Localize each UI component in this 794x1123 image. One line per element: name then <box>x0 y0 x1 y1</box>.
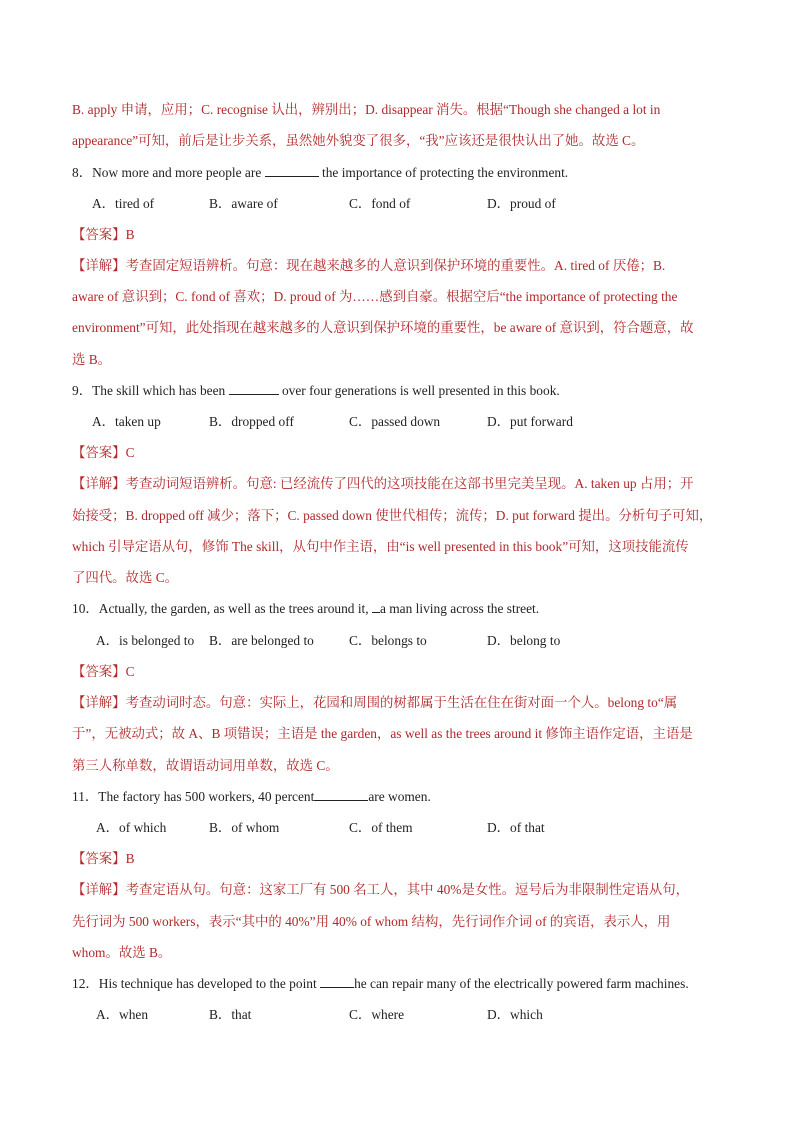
question-number: 12． <box>72 976 99 991</box>
answer-tag: 【答案】 <box>72 227 126 242</box>
prev-explain-line-1: B. apply 申请，应用；C. recognise 认出，辨别出；D. disappear 消失。根据“Though she changed a lot in <box>72 102 661 117</box>
answer-blank <box>372 600 380 613</box>
question-8-stem <box>72 164 568 182</box>
option-b: B．aware of <box>209 196 278 211</box>
answer-tag: 【答案】 <box>72 851 126 866</box>
option-c: C．belongs to <box>349 633 427 648</box>
answer-tag: 【答案】 <box>72 445 126 460</box>
answer-value: B <box>125 227 135 242</box>
answer-line <box>72 444 135 462</box>
detail-line <box>72 881 689 899</box>
detail-text: 考查定语从句。句意：这家工厂有 500 名工人，其中 40%是女性。逗号后为非限制性定语从句， <box>125 882 690 897</box>
stem-text: he can repair many of the electrically powered farm machines. <box>354 976 689 991</box>
option-a: A．taken up <box>92 414 161 429</box>
option-b: B．are belonged to <box>209 633 314 648</box>
detail-tag: 【详解】 <box>72 476 126 491</box>
question-11-stem <box>72 788 431 806</box>
option-c: C．of them <box>349 820 413 835</box>
option-d: D．belong to <box>487 633 561 648</box>
detail-line <box>72 475 694 493</box>
answer-tag: 【答案】 <box>72 664 126 679</box>
detail-line: 了四代。故选 C。 <box>72 570 179 585</box>
question-10-stem <box>72 600 539 618</box>
option-a: A．of which <box>96 820 167 835</box>
detail-tag: 【详解】 <box>72 695 126 710</box>
question-number: 8． <box>72 165 93 180</box>
question-number: 11． <box>72 789 99 804</box>
detail-line: aware of 意识到；C. fond of 喜欢；D. proud of 为……感到自豪。根据空后“the importance of protecting the <box>72 289 678 304</box>
option-b: B．dropped off <box>209 414 294 429</box>
answer-line <box>72 226 135 244</box>
stem-text: The factory has 500 workers, 40 percent <box>98 789 315 804</box>
question-number: 10． <box>72 601 99 616</box>
detail-tag: 【详解】 <box>72 258 126 273</box>
detail-text: 考查动词短语辨析。句意: 已经流传了四代的这项技能在这部书里完美呈现。A. taken up 占用；开 <box>125 476 694 491</box>
option-c: C．where <box>349 1007 405 1022</box>
detail-tag: 【详解】 <box>72 882 126 897</box>
detail-line: 选 B。 <box>72 352 112 367</box>
option-a: A．is belonged to <box>96 633 195 648</box>
detail-line: environment”可知，此处指现在越来越多的人意识到保护环境的重要性，be aware of 意识到，符合题意，故 <box>72 320 694 335</box>
answer-line <box>72 850 135 868</box>
option-d: D．of that <box>487 820 545 835</box>
option-c: C．fond of <box>349 196 411 211</box>
answer-line <box>72 663 135 681</box>
detail-line: 始接受；B. dropped off 减少；落下；C. passed down 使世代相传；流传；D. put forward 提出。分析句子可知， <box>72 508 713 523</box>
detail-line: which 引导定语从句，修饰 The skill，从句中作主语，由“is well presented in this book”可知，这项技能流传 <box>72 539 689 554</box>
question-number: 9． <box>72 383 93 398</box>
prev-explain-line-2: appearance”可知，前后是让步关系，虽然她外貌变了很多，“我”应该还是很快认出了她。故选 C。 <box>72 133 645 148</box>
stem-text: Now more and more people are <box>92 165 262 180</box>
stem-text: The skill which has been <box>92 383 226 398</box>
detail-line: 于”，无被动式；故 A、B 项错误；主语是 the garden，as well as the trees around it 修饰主语作定语，主语是 <box>72 726 693 741</box>
detail-line: 第三人称单数，故谓语动词用单数，故选 C。 <box>72 758 339 773</box>
answer-blank <box>320 975 354 988</box>
detail-line <box>72 694 677 712</box>
stem-text: the importance of protecting the environment. <box>322 165 569 180</box>
detail-line <box>72 257 665 275</box>
question-12-stem <box>72 975 689 993</box>
detail-text: 考查动词时态。句意：实际上，花园和周围的树都属于生活在住在街对面一个人。belong to“属 <box>125 695 678 710</box>
detail-text: 考查固定短语辨析。句意：现在越来越多的人意识到保护环境的重要性。A. tired of 厌倦；B. <box>125 258 666 273</box>
stem-text: a man living across the street. <box>379 601 540 616</box>
option-a: A．when <box>96 1007 149 1022</box>
answer-value: C <box>125 445 135 460</box>
stem-text: are women. <box>368 789 431 804</box>
option-b: B．of whom <box>209 820 280 835</box>
question-9-stem <box>72 382 560 400</box>
detail-line: 先行词为 500 workers，表示“其中的 40%”用 40% of whom 结构，先行词作介词 of 的宾语，表示人，用 <box>72 914 671 929</box>
option-b: B．that <box>209 1007 252 1022</box>
answer-blank <box>265 164 319 177</box>
detail-line: whom。故选 B。 <box>72 945 172 960</box>
option-d: D．proud of <box>487 196 556 211</box>
option-c: C．passed down <box>349 414 441 429</box>
option-a: A．tired of <box>92 196 155 211</box>
answer-value: C <box>125 664 135 679</box>
stem-text: over four generations is well presented in this book. <box>281 383 560 398</box>
stem-text: Actually, the garden, as well as the trees around it, <box>98 601 369 616</box>
answer-value: B <box>125 851 135 866</box>
option-d: D．which <box>487 1007 543 1022</box>
answer-blank <box>229 382 279 395</box>
option-d: D．put forward <box>487 414 573 429</box>
answer-blank <box>314 788 368 801</box>
stem-text: His technique has developed to the point <box>98 976 317 991</box>
